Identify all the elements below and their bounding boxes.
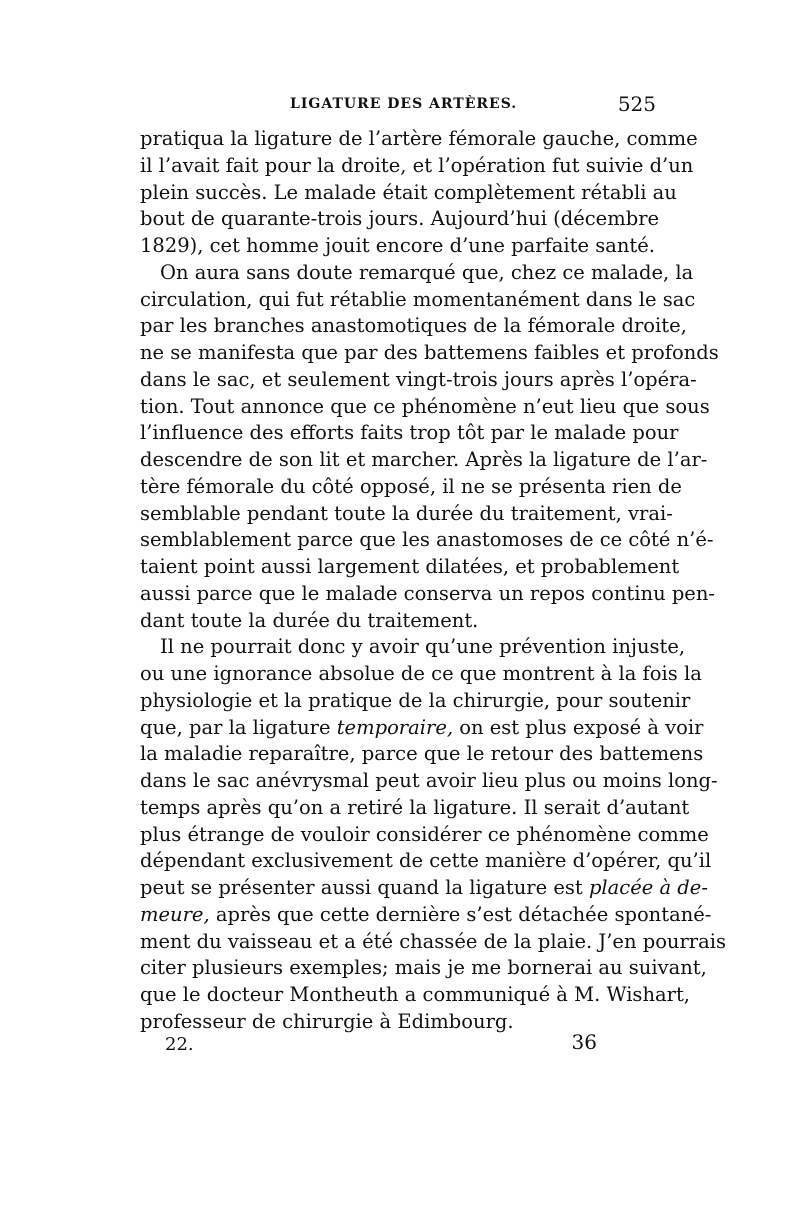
text-line: semblable pendant toute la durée du traitement, vrai- [140,501,673,525]
sheet-number: 36 [571,1030,597,1054]
text-line: il l’avait fait pour la droite, et l’opération fut suivie d’un [140,153,694,177]
italic-term: temporaire, [336,715,454,739]
text-line: dans le sac, et seulement vingt-trois jours après l’opéra- [140,367,697,391]
page-footer [165,1030,597,1064]
text-line: par les branches anastomotiques de la fémorale droite, [140,314,687,338]
text-line: citer plusieurs exemples; mais je me bornerai au suivant, [140,956,707,980]
text-segment: après que cette dernière s’est détachée spontané- [215,902,712,926]
text-line: tère fémorale du côté opposé, il ne se présenta rien de [140,474,682,498]
running-head [140,92,656,126]
text-line: l’influence des efforts faits trop tôt par le malade pour [140,421,679,445]
text-line: dant toute la durée du traitement. [140,608,479,632]
text-line: ment du vaisseau et a été chassée de la plaie. J’en pourrais [140,929,726,953]
page-number: 525 [617,92,656,116]
text-line: dépendant exclusivement de cette manière d’opérer, qu’il [140,849,712,873]
text-line [140,875,708,902]
italic-term: meure, [140,902,210,926]
text-line: pratiqua la ligature de l’artère fémorale gauche, comme [140,127,698,150]
text-line: aussi parce que le malade conserva un repos continu pen- [140,581,715,605]
text-line: professeur de chirurgie à Edimbourg. [140,1009,514,1033]
text-line [140,715,704,742]
text-line [140,902,712,929]
text-line: la maladie reparaître, parce que le retour des battemens [140,742,704,766]
paragraph-start-line: On aura sans doute remarqué que, chez ce malade, la [160,260,694,284]
text-line: bout de quarante-trois jours. Aujourd’hui (décembre [140,207,660,231]
text-segment: peut se présenter aussi quand la ligature est [140,876,583,899]
text-line: descendre de son lit et marcher. Après la ligature de l’ar- [140,448,708,471]
text-line: plus étrange de vouloir considérer ce phénomène comme [140,822,709,846]
text-line: temps après qu’on a retiré la ligature. Il serait d’autant [140,795,690,819]
text-line: dans le sac anévrysmal peut avoir lieu plus ou moins long- [140,769,718,792]
text-line: circulation, qui fut rétablie momentanément dans le sac [140,287,696,311]
text-line: 1829), cet homme jouit encore d’une parfaite santé. [140,234,655,257]
text-line: taient point aussi largement dilatées, et probablement [140,555,680,578]
text-line: ne se manifesta que par des battemens faibles et profonds [140,341,719,364]
text-line: ou une ignorance absolue de ce que montrent à la fois la [140,662,702,685]
text-line: tion. Tout annonce que ce phénomène n’eut lieu que sous [140,394,710,418]
italic-term: placée à de- [588,876,708,899]
running-title: LIGATURE DES ARTÈRES. [290,96,518,112]
text-line: plein succès. Le malade était complètement rétabli au [140,180,677,204]
paragraph-start-line: Il ne pourrait donc y avoir qu’une prévention injuste, [160,635,686,659]
text-line: physiologie et la pratique de la chirurgie, pour soutenir [140,688,691,712]
signature-mark: 22. [165,1034,194,1055]
text-segment: que, par la ligature [140,715,331,739]
text-line: que le docteur Montheuth a communiqué à M. Wishart, [140,983,690,1006]
body-text [140,126,726,1036]
text-segment: on est plus exposé à voir [459,715,704,739]
text-line: semblablement parce que les anastomoses de ce côté n’é- [140,528,714,552]
